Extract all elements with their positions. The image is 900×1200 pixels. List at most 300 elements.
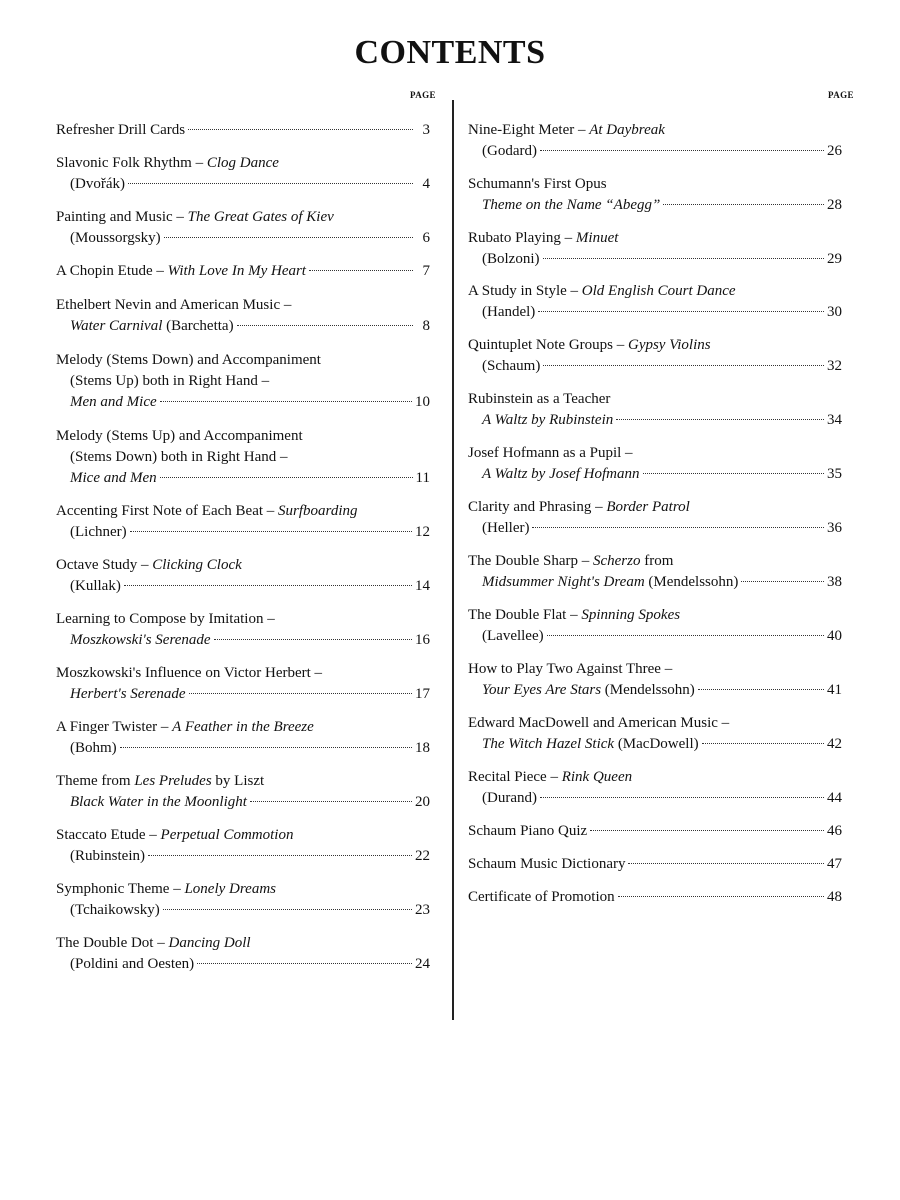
entry-title: A Chopin Etude –: [56, 263, 168, 279]
entry-title: Schaum Music Dictionary: [468, 856, 626, 872]
dot-leader: [543, 258, 825, 259]
page-number: 3: [422, 122, 430, 138]
toc-entry-line: [56, 261, 430, 282]
toc-entry: [468, 443, 842, 485]
entry-title: The Double Flat –: [468, 607, 582, 623]
toc-entry-line: [56, 522, 430, 543]
entry-piece-title: Herbert's Serenade: [70, 686, 186, 702]
toc-entry-line: [468, 281, 842, 302]
toc-entry: [56, 501, 430, 543]
entry-title: (Handel): [482, 304, 536, 320]
entry-piece-title: Theme on the Name “Abegg”: [482, 197, 661, 213]
toc-entry-line: [468, 572, 842, 593]
toc-entry: [468, 854, 842, 875]
entry-title: A Study in Style –: [468, 283, 582, 299]
entry-text: [468, 337, 711, 353]
entry-title: Octave Study –: [56, 557, 153, 573]
entry-text: [56, 120, 185, 141]
toc-entry-line: [56, 228, 430, 249]
entry-title: Melody (Stems Up) and Accompaniment: [56, 428, 303, 444]
page-number: 26: [827, 143, 842, 159]
toc-entry: [56, 663, 430, 705]
toc-entry: [468, 659, 842, 701]
dot-leader: [250, 801, 412, 802]
entry-title: Theme from: [56, 773, 135, 789]
page-column-header-right: PAGE: [828, 90, 854, 100]
dot-leader: [189, 693, 412, 694]
dot-leader: [532, 527, 824, 528]
toc-entry-line: [468, 120, 842, 141]
entry-text: [56, 352, 321, 368]
toc-entry: [56, 295, 430, 337]
toc-entry-line: [468, 551, 842, 572]
toc-entry-line: [468, 788, 842, 809]
entry-text: [70, 630, 211, 651]
entry-text: [70, 228, 161, 249]
entry-text: [56, 428, 303, 444]
entry-text: [56, 719, 314, 735]
entry-text: [70, 576, 121, 597]
toc-entry-line: [56, 846, 430, 867]
toc-entry: [56, 717, 430, 759]
page-number: 12: [415, 524, 430, 540]
entry-text: [468, 769, 632, 785]
entry-text: [482, 410, 613, 431]
page-number: 30: [827, 304, 842, 320]
page-number: 46: [827, 823, 842, 839]
page-number: 10: [415, 394, 430, 410]
dot-leader: [643, 473, 825, 474]
toc-entry-line: [56, 792, 430, 813]
toc-entry-line: [468, 141, 842, 162]
dot-leader: [702, 743, 824, 744]
toc-entry-line: [56, 426, 430, 447]
toc-entry: [56, 426, 430, 489]
dot-leader: [214, 639, 412, 640]
page-number: 22: [415, 848, 430, 864]
page-column-header-left: PAGE: [410, 90, 436, 100]
toc-entry: [468, 551, 842, 593]
toc-entry-line: [56, 933, 430, 954]
toc-entry-line: [56, 153, 430, 174]
toc-entry-line: [56, 879, 430, 900]
toc-entry-line: [56, 663, 430, 684]
page-number: 6: [422, 230, 430, 246]
entry-title: Schumann's First Opus: [468, 176, 607, 192]
entry-composer: (MacDowell): [614, 736, 699, 752]
entry-title: Melody (Stems Down) and Accompaniment: [56, 352, 321, 368]
toc-entry: [56, 771, 430, 813]
entry-title: (Kullak): [70, 578, 121, 594]
entry-piece-title: At Daybreak: [589, 122, 665, 138]
page-number: 32: [827, 358, 842, 374]
entry-piece-title: The Great Gates of Kiev: [187, 209, 334, 225]
toc-entry-line: [468, 497, 842, 518]
entry-piece-title: Midsummer Night's Dream: [482, 574, 645, 590]
entry-piece-title: Surfboarding: [278, 503, 358, 519]
page-number: 38: [827, 574, 842, 590]
entry-piece-title: Spinning Spokes: [581, 607, 681, 623]
toc-entry-line: [56, 468, 430, 489]
toc-entry-line: [468, 680, 842, 701]
toc-entry-line: [468, 713, 842, 734]
entry-text: [468, 122, 665, 138]
toc-entry: [56, 555, 430, 597]
toc-entry-line: [468, 335, 842, 356]
entry-title: (Godard): [482, 143, 537, 159]
entry-text: [482, 356, 540, 377]
toc-entry-line: [468, 821, 842, 842]
toc-entry-line: [56, 555, 430, 576]
entry-text: [70, 522, 127, 543]
toc-entry: [468, 497, 842, 539]
entry-text: [70, 684, 186, 705]
toc-entry-line: [56, 392, 430, 413]
page-number: 48: [827, 889, 842, 905]
toc-entry: [56, 120, 430, 141]
toc-entry-line: [468, 356, 842, 377]
entry-piece-title: Les Preludes: [134, 773, 212, 789]
entry-text: [468, 499, 690, 515]
page-number: 11: [415, 470, 430, 486]
page-number: 24: [415, 956, 430, 972]
entry-text: [70, 792, 247, 813]
toc-entry-line: [468, 887, 842, 908]
page-number: 23: [415, 902, 430, 918]
dot-leader: [618, 896, 824, 897]
toc-entry-line: [56, 717, 430, 738]
entry-text: [56, 297, 291, 313]
toc-entry-line: [56, 771, 430, 792]
entry-piece-title: The Witch Hazel Stick: [482, 736, 615, 752]
toc-entry-line: [56, 350, 430, 371]
entry-piece-title: Mice and Men: [70, 470, 157, 486]
toc-entry-line: [56, 295, 430, 316]
entry-title: Edward MacDowell and American Music –: [468, 715, 730, 731]
entry-title: (Tchaikowsky): [70, 902, 160, 918]
entry-piece-title: Your Eyes Are Stars: [482, 682, 602, 698]
entry-text: [468, 887, 615, 908]
dot-leader: [309, 270, 413, 271]
entry-text: [482, 734, 699, 755]
toc-entry-line: [56, 501, 430, 522]
entry-title: Rubinstein as a Teacher: [468, 391, 611, 407]
dot-leader: [698, 689, 824, 690]
toc-entry: [468, 821, 842, 842]
dot-leader: [163, 909, 412, 910]
entry-title: (Stems Down) both in Right Hand –: [70, 449, 288, 465]
dot-leader: [237, 325, 413, 326]
page-number: 29: [827, 251, 842, 267]
entry-piece-title: Clog Dance: [206, 155, 279, 171]
toc-entry-line: [56, 609, 430, 630]
page-number: 41: [827, 682, 842, 698]
entry-text: [482, 195, 660, 216]
toc-entry: [468, 174, 842, 216]
toc-entry-line: [56, 207, 430, 228]
entry-title: (Bolzoni): [482, 251, 540, 267]
entry-title: Slavonic Folk Rhythm –: [56, 155, 207, 171]
toc-entry-line: [56, 738, 430, 759]
entry-text: [56, 557, 242, 573]
entry-composer: (Barchetta): [162, 318, 234, 334]
entry-piece-title: Gypsy Violins: [627, 337, 711, 353]
toc-entry-line: [468, 302, 842, 323]
entry-text: [468, 391, 610, 407]
toc-entry: [468, 767, 842, 809]
dot-leader: [540, 150, 824, 151]
entry-title: The Double Dot –: [56, 935, 169, 951]
dot-leader: [120, 747, 412, 748]
page-number: 20: [415, 794, 430, 810]
toc-entry: [468, 228, 842, 270]
toc-entry: [56, 153, 430, 195]
entry-text: [468, 607, 680, 623]
entry-title: Ethelbert Nevin and American Music –: [56, 297, 292, 313]
toc-entry-line: [56, 447, 430, 468]
dot-leader: [197, 963, 412, 964]
dot-leader: [663, 204, 824, 205]
entry-text: [482, 788, 537, 809]
entry-piece-title: Men and Mice: [70, 394, 157, 410]
entry-text: [482, 572, 738, 593]
column-divider: [452, 100, 454, 1020]
entry-title: The Double Sharp –: [468, 553, 593, 569]
entry-text: [482, 302, 535, 323]
dot-leader: [547, 635, 824, 636]
entry-title: (Durand): [482, 790, 537, 806]
entry-text: [56, 155, 279, 171]
toc-entry: [56, 261, 430, 282]
entry-text: [56, 827, 293, 843]
entry-title: (Moussorgsky): [70, 230, 161, 246]
entry-text: [70, 468, 157, 489]
entry-title: Painting and Music –: [56, 209, 188, 225]
dot-leader: [160, 401, 412, 402]
entry-text: [70, 846, 145, 867]
toc-entry-line: [56, 371, 430, 392]
toc-entry: [56, 879, 430, 921]
toc-entry-line: [468, 854, 842, 875]
dot-leader: [160, 477, 413, 478]
entry-composer: (Mendelssohn): [601, 682, 695, 698]
entry-piece-title: Perpetual Commotion: [160, 827, 294, 843]
toc-entry: [56, 350, 430, 413]
toc-entry-line: [56, 825, 430, 846]
toc-entry-line: [468, 767, 842, 788]
entry-piece-title: A Waltz by Rubinstein: [482, 412, 614, 428]
page-number: 28: [827, 197, 842, 213]
entry-composer: by Liszt: [211, 773, 265, 789]
entry-piece-title: Scherzo: [592, 553, 641, 569]
entry-piece-title: A Feather in the Breeze: [172, 719, 314, 735]
dot-leader: [130, 531, 412, 532]
toc-entry: [468, 335, 842, 377]
toc-entry: [56, 609, 430, 651]
dot-leader: [128, 183, 413, 184]
toc-entry: [468, 281, 842, 323]
entry-title: Staccato Etude –: [56, 827, 161, 843]
dot-leader: [616, 419, 824, 420]
page-number: 36: [827, 520, 842, 536]
toc-entry-line: [56, 630, 430, 651]
entry-text: [468, 230, 618, 246]
entry-piece-title: Border Patrol: [606, 499, 690, 515]
page-number: 40: [827, 628, 842, 644]
page-number: 18: [415, 740, 430, 756]
dot-leader: [540, 797, 824, 798]
toc-entry: [468, 713, 842, 755]
toc-entry-line: [468, 605, 842, 626]
entry-title: Learning to Compose by Imitation –: [56, 611, 275, 627]
entry-title: (Rubinstein): [70, 848, 145, 864]
page-number: 16: [415, 632, 430, 648]
entry-text: [70, 392, 157, 413]
entry-title: Josef Hofmann as a Pupil –: [468, 445, 633, 461]
entry-piece-title: With Love In My Heart: [167, 263, 306, 279]
toc-entry: [468, 887, 842, 908]
entry-title: (Dvořák): [70, 176, 125, 192]
entry-title: (Poldini and Oesten): [70, 956, 195, 972]
dot-leader: [741, 581, 824, 582]
entry-title: (Lichner): [70, 524, 127, 540]
dot-leader: [538, 311, 824, 312]
page-number: 17: [415, 686, 430, 702]
entry-title: (Stems Up) both in Right Hand –: [70, 373, 270, 389]
entry-text: [468, 553, 673, 569]
entry-title: How to Play Two Against Three –: [468, 661, 673, 677]
entry-text: [70, 900, 160, 921]
entry-title: Certificate of Promotion: [468, 889, 615, 905]
page-title: CONTENTS: [354, 34, 546, 71]
entry-text: [468, 445, 633, 461]
entry-text: [482, 141, 537, 162]
dot-leader: [164, 237, 413, 238]
entry-piece-title: Dancing Doll: [168, 935, 251, 951]
page-number: 8: [422, 318, 430, 334]
dot-leader: [590, 830, 824, 831]
toc-entry: [56, 933, 430, 975]
entry-text: [482, 518, 529, 539]
page-number: 42: [827, 736, 842, 752]
entry-title: (Schaum): [482, 358, 541, 374]
page-number: 44: [827, 790, 842, 806]
entry-title: Refresher Drill Cards: [56, 122, 186, 138]
toc-entry-line: [468, 443, 842, 464]
entry-title: Clarity and Phrasing –: [468, 499, 607, 515]
dot-leader: [124, 585, 412, 586]
entry-piece-title: Black Water in the Moonlight: [70, 794, 247, 810]
toc-entry: [56, 825, 430, 867]
entry-title: Accenting First Note of Each Beat –: [56, 503, 279, 519]
entry-composer: from: [640, 553, 674, 569]
dot-leader: [188, 129, 413, 130]
toc-entry-line: [468, 626, 842, 647]
entry-piece-title: Water Carnival: [70, 318, 163, 334]
entry-text: [70, 174, 125, 195]
page-number: 7: [422, 263, 430, 279]
entry-piece-title: Clicking Clock: [152, 557, 242, 573]
entry-text: [70, 738, 117, 759]
entry-text: [468, 283, 736, 299]
toc-entry-line: [56, 174, 430, 195]
toc-entry-line: [468, 389, 842, 410]
page-number: 4: [422, 176, 430, 192]
entry-text: [56, 935, 251, 951]
entry-title: Rubato Playing –: [468, 230, 576, 246]
entry-piece-title: Rink Queen: [561, 769, 633, 785]
entry-title: Moszkowski's Influence on Victor Herbert –: [56, 665, 323, 681]
toc-entry: [468, 120, 842, 162]
entry-text: [70, 954, 194, 975]
entry-text: [70, 449, 288, 465]
toc-entry-line: [468, 174, 842, 195]
toc-entry: [56, 207, 430, 249]
entry-text: [468, 854, 625, 875]
page-number: 14: [415, 578, 430, 594]
entry-text: [468, 821, 587, 842]
page-number: 35: [827, 466, 842, 482]
entry-text: [468, 176, 607, 192]
page-number: 47: [827, 856, 842, 872]
entry-title: (Bohm): [70, 740, 117, 756]
entry-composer: (Mendelssohn): [644, 574, 739, 590]
dot-leader: [148, 855, 412, 856]
entry-title: Schaum Piano Quiz: [468, 823, 588, 839]
entry-text: [56, 261, 306, 282]
entry-text: [56, 665, 322, 681]
toc-entry-line: [56, 900, 430, 921]
entry-text: [56, 881, 276, 897]
toc-entry-line: [56, 684, 430, 705]
toc-entry-line: [468, 464, 842, 485]
entry-title: (Heller): [482, 520, 530, 536]
entry-title: A Finger Twister –: [56, 719, 173, 735]
entry-text: [56, 503, 357, 519]
toc-entry-line: [468, 195, 842, 216]
toc-entry-line: [56, 316, 430, 337]
entry-text: [468, 661, 672, 677]
entry-text: [56, 773, 264, 789]
entry-text: [70, 316, 234, 337]
page-number: 34: [827, 412, 842, 428]
entry-piece-title: A Waltz by Josef Hofmann: [482, 466, 640, 482]
entry-piece-title: Minuet: [575, 230, 619, 246]
toc-entry-line: [56, 954, 430, 975]
dot-leader: [543, 365, 824, 366]
toc-entry-line: [56, 576, 430, 597]
toc-entry: [468, 605, 842, 647]
entry-text: [482, 249, 540, 270]
toc-entry-line: [56, 120, 430, 141]
entry-text: [468, 715, 729, 731]
toc-entry-line: [468, 518, 842, 539]
entry-text: [70, 373, 269, 389]
toc-entry-line: [468, 228, 842, 249]
toc-entry-line: [468, 249, 842, 270]
toc-entry: [468, 389, 842, 431]
entry-title: Recital Piece –: [468, 769, 562, 785]
entry-title: Nine-Eight Meter –: [468, 122, 590, 138]
entry-title: Quintuplet Note Groups –: [468, 337, 628, 353]
toc-entry-line: [468, 734, 842, 755]
entry-title: (Lavellee): [482, 628, 544, 644]
entry-text: [482, 626, 544, 647]
dot-leader: [628, 863, 824, 864]
entry-title: Symphonic Theme –: [56, 881, 185, 897]
entry-piece-title: Old English Court Dance: [581, 283, 736, 299]
toc-entry-line: [468, 410, 842, 431]
